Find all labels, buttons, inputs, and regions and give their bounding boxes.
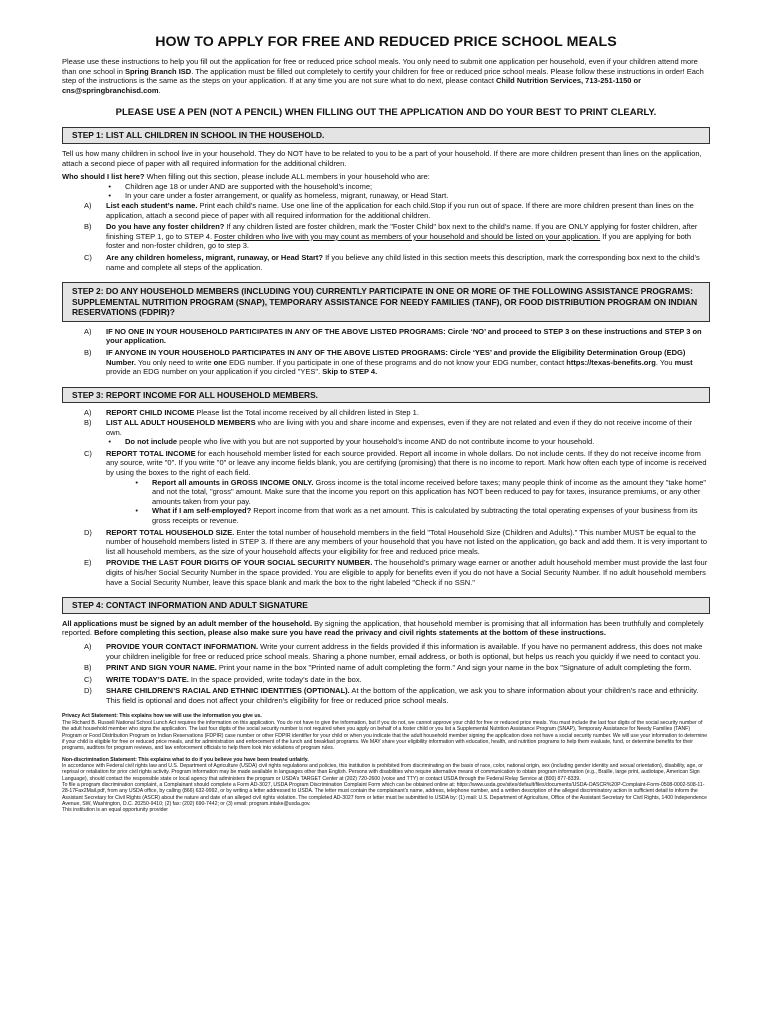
item-text: who are living with you and share income and expenses, even if they are not related and even if they do not receive income of their own. [106, 418, 693, 437]
item-heading: REPORT TOTAL INCOME [106, 448, 196, 458]
step1-item-b [62, 222, 710, 251]
step3-item-c [62, 449, 710, 478]
item-emphasis: one [213, 357, 227, 367]
item-heading: IF ANYONE IN YOUR HOUSEHOLD PARTICIPATES IN ANY OF THE ABOVE LISTED PROGRAMS: Circle ‘YES’ and provide the Eligibility Determination Group (EDG) Number. [106, 348, 686, 367]
step1-who [62, 172, 710, 182]
step3-header: STEP 3: REPORT INCOME FOR ALL HOUSEHOLD MEMBERS. [62, 387, 710, 404]
item-letter: D) [84, 527, 92, 537]
step3-item-b [62, 418, 710, 437]
item-text: Write your current address in the fields provided if this information is available. If you have no permanent address, this does not make your children ineligible for free or reduced price school meals. Sharing a phone number, email address, or both is optional, but helps us reach you quickly if we need to contact you. [106, 641, 703, 661]
item-letter: A) [84, 326, 92, 336]
item-letter: B) [84, 348, 92, 358]
item-heading: List each student’s name. [106, 200, 198, 210]
item-heading: PRINT AND SIGN YOUR NAME. [106, 663, 217, 673]
step4-intro [62, 619, 710, 638]
item-text: At the bottom of the application, we ask you to share information about your children’s race and ethnicity. This field is optional and does not affect your children’s eligibility for free or reduced price school meals. [106, 686, 699, 705]
intro-text: Please use these instructions to help you fill out the application for free or reduced price school meals. You only need to submit one application per household, even if your children attend more than one school in [62, 57, 698, 76]
item-text: Please list the Total income received by all children listed in Step 1. [194, 408, 419, 418]
item-text: If you believe any child listed in this section meets this description, mark the corresponding box next to the child’s name and complete all steps of the application. [106, 252, 700, 272]
list-item [62, 478, 710, 507]
item-letter: A) [84, 408, 92, 418]
item-text: In the space provided, write today’s date in the box. [188, 674, 362, 684]
bullet-heading: What if I am self-employed? [152, 506, 252, 516]
equal-opportunity: This institution is an equal opportunity provider [62, 807, 169, 814]
intro-heading: All applications must be signed by an adult member of the household. [62, 618, 313, 628]
item-letter: A) [84, 641, 92, 651]
bullet-icon: • [108, 437, 111, 447]
bullet-heading: Do not include [125, 437, 178, 447]
step2-header: STEP 2: DO ANY HOUSEHOLD MEMBERS (INCLUDING YOU) CURRENTLY PARTICIPATE IN ONE OR MORE OF THE FOLLOWING ASSISTANCE PROGRAMS: SUPPLEMENTAL NUTRITION PROGRAM (SNAP), TEMPORARY ASSISTANCE FOR NEEDY FAMILIES (TANF), OR FOOD DISTRIBUTION PROGRAM ON INDIAN RESERVATIONS (FDPIR)? [62, 282, 710, 322]
district-name: Spring Branch ISD [124, 66, 192, 76]
item-heading: Do you have any foster children? [106, 222, 225, 232]
step2-item-a [62, 327, 710, 346]
bullet-icon: • [108, 181, 111, 191]
privacy-text: The Richard B. Russell National School Lunch Act requires the information on this application. You do not have to give the information, but if you do not, we cannot approve your child for free or reduced price meals. You must include the last four digits of the social security number of the adult household member who signs the application. The last four digits of the social security number is not required when you apply on behalf of a foster child or you list a Supplemental Nutrition Assistance Program (SNAP), Temporary Assistance for Needy Families (TANF) Program or Food Distribution Program on Indian Reservations (FDPIR) case number or other FDPIR identifier for your child or when you indicate that the adult household member signing the application does not have a social security number. We will use your information to determine if your child is eligible for free or reduced price meals, and for administration and enforcement of the lunch and breakfast programs. We MAY share your eligibility information with education, health, and nutrition programs to help them evaluate, fund, or determine benefits for their programs, auditors for program reviews, and law enforcement officials to help them look into violations of program rules. [62, 719, 708, 752]
bullet-text: Children age 18 or under AND are supported with the household’s income; [125, 181, 373, 191]
item-heading: PROVIDE THE LAST FOUR DIGITS OF YOUR SOCIAL SECURITY NUMBER. [106, 558, 373, 568]
bullet-icon: • [135, 506, 138, 516]
item-heading: Are any children homeless, migrant, runaway, or Head Start? [106, 252, 324, 262]
bullet-text: Gross income is the total income received before taxes; many people think of income as the amount they "take home" and not the total, "gross" amount. Make sure that the income you report on this application has NOT been reduced to pay for taxes, insurance premiums, or any other amounts taken from your pay. [152, 477, 707, 506]
item-text: If any children listed are foster children, mark the "Foster Child" box next to the child’s name. If you are ONLY applying for foster children, after finishing STEP 1, go to STEP 4. [106, 222, 698, 241]
item-text: Print each child’s name. Use one line of the application for each child.Stop if you run out of space. If there are more children present than lines on the application, attach a second piece of paper with all required information for the additional children. [106, 200, 694, 220]
item-skip: Skip to STEP 4. [322, 367, 378, 377]
bullet-heading: Report all amounts in GROSS INCOME ONLY. [152, 477, 314, 487]
list-item [62, 437, 710, 447]
item-text: You only need to write [136, 357, 214, 367]
step4-item-c [62, 675, 710, 685]
pen-warning: PLEASE USE A PEN (NOT A PENCIL) WHEN FILLING OUT THE APPLICATION AND DO YOUR BEST TO PRINT CLEARLY. [115, 107, 657, 119]
item-letter: A) [84, 200, 92, 210]
item-text-3: . You [655, 357, 675, 367]
step3-item-e [62, 558, 710, 587]
step2-item-b [62, 348, 710, 377]
page-title: HOW TO APPLY FOR FREE AND REDUCED PRICE SCHOOL MEALS [155, 34, 617, 50]
intro-text: By signing the application, that household member is promising that all information has been truthfully and completely reported. [62, 618, 704, 638]
step1-item-c [62, 253, 710, 272]
complaint-text: To file a program discrimination complaint, a Complainant should complete a Form AD-3027, USDA Program Discrimination Complaint Form which can be obtained online at: https://www.usda.gov/sites/default/files/documents/USDA-OASCR%20P-Complaint-Form-0508-0002-508-11-28-17Fax2Mail.pdf, from any USDA office, by calling (866) 632-9992, or by writing a letter addressed to USDA. The letter must contain the complainant’s name, address, telephone number, and a written description of the alleged discriminatory action in sufficient detail to inform the Assistant Secretary for Civil Rights (ASCR) about the nature and date of an alleged civil rights violation. The completed AD-3027 form or letter must be submitted to USDA by: (1) mail: U.S. Department of Agriculture, Office of the Assistant Secretary for Civil Rights, 1400 Independence Avenue, SW, Washington, D.C. 20250-9410; (2) fax: (202) 690-7442; or (3) email: program.intake@usda.gov. [62, 781, 707, 807]
bullet-icon: • [135, 477, 138, 487]
item-letter: E) [84, 558, 92, 568]
item-letter: B) [84, 663, 92, 673]
intro-text-2: . The application must be filled out completely to certify your children for free or reduced price school meals. Please follow these instructions in order! Each step of the instructions is the same as the steps on your application. If at any time you are not sure what to do next, please contact [62, 66, 704, 86]
bullet-text: In your care under a foster arrangement, or qualify as homeless, migrant, runaway, or Head Start. [125, 191, 449, 201]
instructions-page [62, 34, 710, 814]
item-letter: C) [84, 674, 92, 684]
step4-item-d [62, 686, 710, 705]
intro-paragraph [62, 57, 710, 95]
item-text-2: If you are applying for both foster and non-foster children, go to step 3. [106, 231, 692, 251]
bullet-text: Report income from that work as a net amount. This is calculated by subtracting the total operating expenses of your business from its gross receipts or revenue. [152, 506, 698, 525]
item-heading: WRITE TODAY’S DATE. [106, 674, 189, 684]
list-item [62, 506, 710, 525]
step1-item-a [62, 201, 710, 220]
intro-heading-2: Before completing this section, please also make sure you have read the privacy and civil rights statements at the bottom of these instructions. [94, 628, 606, 638]
nondisc-heading-text: Non-discrimination Statement: This explains what to do if you believe you have been treated unfairly. [62, 756, 309, 763]
step4-item-a [62, 642, 710, 661]
step1-intro: Tell us how many children in school live in your household. They do NOT have to be related to you to be a part of your household. If there are more children present than lines on the application, attach a second piece of paper with all required information for the additional children. [62, 148, 702, 168]
item-heading: SHARE CHILDREN’S RACIAL AND ETHNIC IDENTITIES (OPTIONAL). [106, 686, 350, 696]
contact-info: Child Nutrition Services, 713-251-1150 or cns@springbranchisd.com [62, 76, 642, 95]
item-text: for each household member listed for each source provided. Report all income in whole dollars. Do not include cents. If they do not receive income from any source, write "0". If you write "0" or leave any income fields blank, you are certifying (promising) that there is no income to report. Mark how often each type of income is received by using the boxes to the right of each field. [106, 448, 707, 477]
item-heading: REPORT CHILD INCOME [106, 408, 195, 418]
step3-item-d [62, 528, 710, 557]
list-item [62, 191, 710, 201]
item-letter: C) [84, 252, 92, 262]
step4-header: STEP 4: CONTACT INFORMATION AND ADULT SIGNATURE [62, 597, 710, 614]
item-text-4: provide an EDG number on your application if you circled "YES". [106, 367, 323, 377]
item-heading: PROVIDE YOUR CONTACT INFORMATION. [106, 641, 259, 651]
who-text: When filling out this section, please include ALL members in your household who are: [144, 172, 430, 182]
step1-header: STEP 1: LIST ALL CHILDREN IN SCHOOL IN THE HOUSEHOLD. [62, 127, 710, 144]
item-text-2: EDG number. If you participate in one of these programs and do not know your EDG number, contact [226, 357, 567, 367]
step4-item-b [62, 663, 710, 673]
who-question: Who should I list here? [62, 172, 145, 182]
item-heading: LIST ALL ADULT HOUSEHOLD MEMBERS [106, 418, 256, 428]
item-emphasis-2: must [674, 357, 693, 367]
item-text: Print your name in the box "Printed name of adult completing the form." And sign your name in the box "Signature of adult completing the form. [216, 663, 692, 673]
item-heading: IF NO ONE IN YOUR HOUSEHOLD PARTICIPATES IN ANY OF THE ABOVE LISTED PROGRAMS: Circle ‘NO’ and proceed to STEP 3 on these instructions and STEP 3 on your application. [106, 326, 702, 346]
privacy-heading-text: Privacy Act Statement: This explains how we will use the information you give us. [62, 713, 262, 720]
item-underlined-text: Foster children who live with you may count as members of your household and should be listed on your application. [214, 231, 601, 241]
item-letter: B) [84, 418, 92, 428]
benefits-link[interactable]: https://texas-benefits.org [566, 357, 656, 367]
item-heading: REPORT TOTAL HOUSEHOLD SIZE. [106, 527, 235, 537]
step3-item-a [62, 408, 710, 418]
item-letter: D) [84, 686, 92, 696]
nondisc-text: In accordance with Federal civil rights law and U.S. Department of Agriculture (USDA) civil rights regulations and policies, this institution is prohibited from discriminating on the basis of race, color, national origin, sex (including gender identity and sexual orientation), disability, age, or reprisal or retaliation for prior civil rights activity. Program information may be made available in languages other than English. Persons with disabilities who require alternative means of communication to obtain program information (e.g., Braille, large print, audiotape, American Sign Language), should contact the responsible state or local agency that administers the program or USDA’s TARGET Center at (202) 720-2600 (voice and TTY) or contact USDA through the Federal Relay Service at (800) 877-8339. [62, 762, 703, 782]
list-item [62, 182, 710, 192]
item-letter: B) [84, 222, 92, 232]
bullet-icon: • [108, 191, 111, 201]
item-letter: C) [84, 448, 92, 458]
item-text: The household’s primary wage earner or another adult household member must provide the last four digits of his/her Social Security Number in the space provided. You are eligible to apply for benefits even if you do not have a Social Security Number. If no adult household members have a Social Security Number, leave this space blank and mark the box to the right labeled "Check if no SSN." [106, 558, 708, 587]
item-text: Enter the total number of household members in the field "Total Household Size (Children and Adults)." This number MUST be equal to the number of household members listed in STEP 3. If there are any members of your household that you have not listed on the application, go back and add them. It is very important to list all household members, as the size of your household affects your eligibility for free and reduced price meals. [106, 527, 708, 556]
intro-text-3: . [158, 85, 161, 95]
bullet-text: people who live with you but are not supported by your household’s income AND do not contribute income to your household. [177, 437, 595, 447]
